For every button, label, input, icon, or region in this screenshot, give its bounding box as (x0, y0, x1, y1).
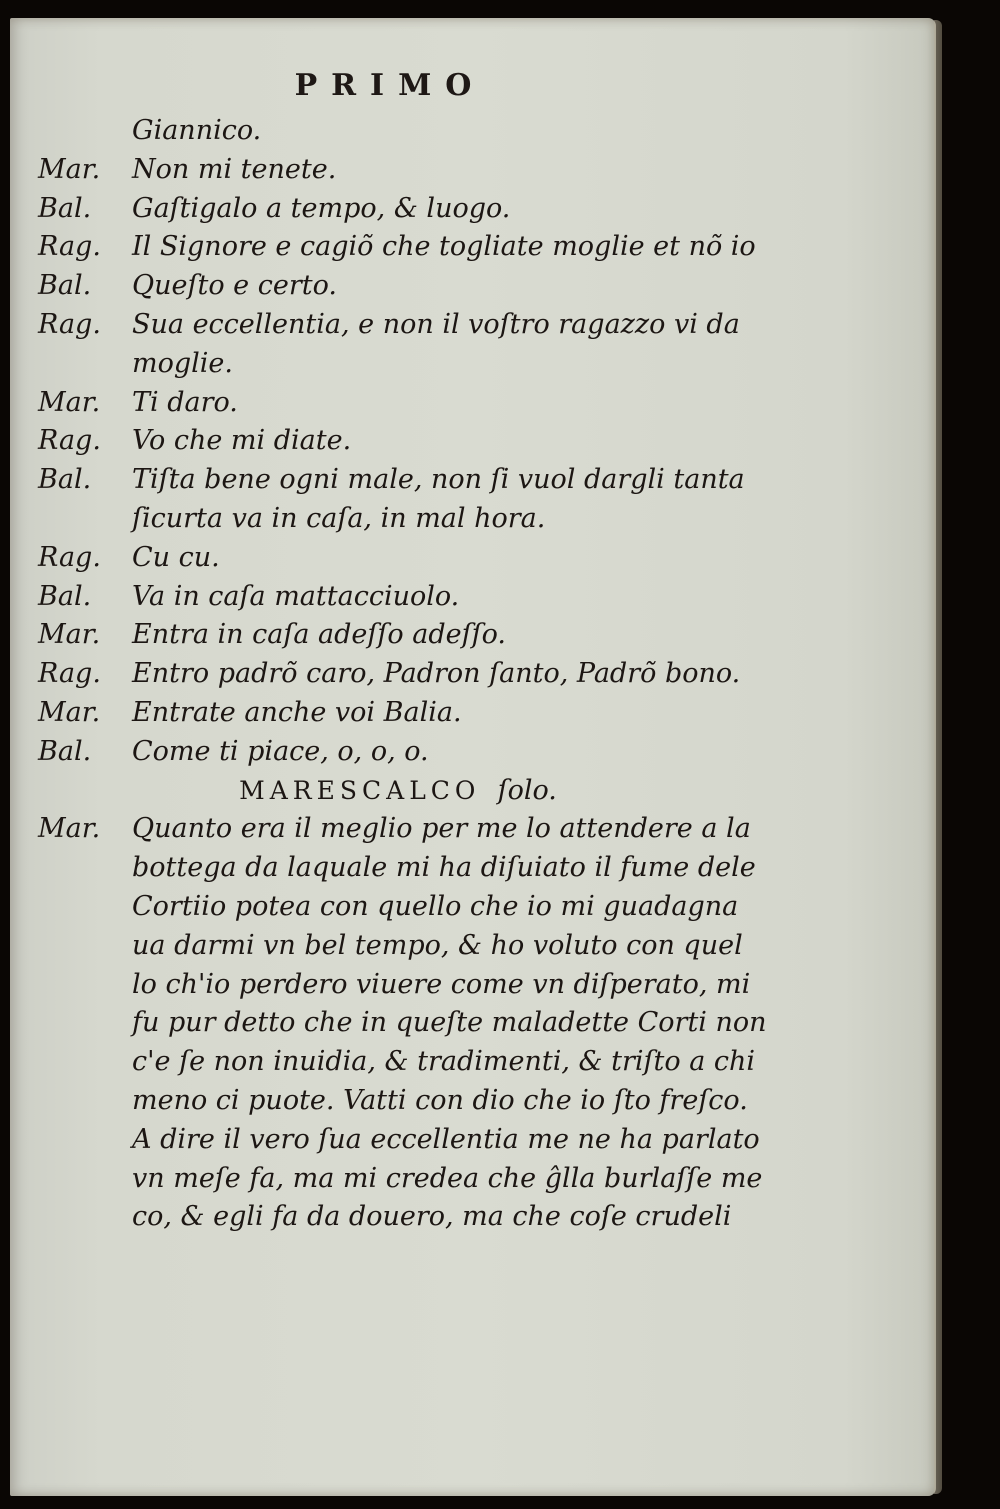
dialogue-line (38, 461, 745, 500)
text-block (38, 112, 767, 1237)
line-text: vn meſe fa, ma mi credea che ĝlla burlaſſe me (132, 1162, 763, 1194)
dialogue-line (38, 384, 718, 423)
monologue-line (38, 1082, 748, 1121)
line-text: Vo che mi diate. (132, 425, 352, 457)
dialogue-line (38, 151, 718, 190)
dialogue-line (38, 733, 718, 772)
speaker-label (38, 112, 132, 151)
dialogue-line (38, 655, 741, 694)
line-text: Giannico. (132, 115, 262, 146)
speaker-label: Rag. (38, 541, 101, 573)
scene-heading-name: MARESCALCO (239, 775, 481, 805)
speaker-label: Bal. (38, 580, 92, 612)
monologue-line (38, 849, 756, 888)
dialogue-line (38, 345, 718, 384)
speaker-label: Bal. (38, 735, 92, 767)
dialogue-line (38, 500, 718, 539)
line-text: Entrate anche voi Balia. (132, 696, 462, 728)
dialogue-line (38, 422, 718, 461)
line-text: Quanto era il meglio per me lo attendere a la (132, 813, 751, 845)
speaker-label: Rag. (38, 425, 101, 457)
monologue-line (38, 1160, 763, 1199)
monologue-line (38, 1004, 767, 1043)
speaker-label: Mar. (38, 813, 101, 845)
monologue-line (38, 1198, 732, 1237)
line-text: Sua eccellentia, e non il voſtro ragazzo vi da (132, 308, 740, 340)
speaker-label: Mar. (38, 696, 101, 728)
speaker-label: Bal. (38, 464, 92, 496)
line-text: ſicurta va in caſa, in mal hora. (132, 502, 546, 534)
scene-heading-word: ſolo. (497, 774, 557, 806)
speaker-label: Bal. (38, 192, 92, 224)
dialogue-line (38, 112, 718, 151)
speaker-label: Bal. (38, 270, 92, 302)
monologue-line (38, 888, 739, 927)
running-head: PRIMO (294, 68, 486, 103)
monologue-line (38, 1043, 756, 1082)
line-text: bottega da laquale mi ha diſuiato il fume dele (132, 852, 756, 884)
speaker-label (38, 345, 132, 384)
monologue-line (38, 927, 743, 966)
speaker-label: Mar. (38, 619, 101, 651)
speaker-label: Rag. (38, 658, 101, 690)
line-text: c'e ſe non inuidia, & tradimenti, & triſto a chi (132, 1046, 756, 1078)
scene-heading (38, 772, 718, 811)
line-text: Il Signore e cagiõ che togliate moglie et nõ io (132, 231, 756, 263)
speaker-label: Rag. (38, 231, 101, 263)
line-text: Entra in caſa adeſſo adeſſo. (132, 619, 506, 651)
speaker-label (38, 500, 132, 539)
line-text: co, & egli fa da douero, ma che coſe crudeli (132, 1201, 732, 1233)
dialogue-line (38, 228, 756, 267)
line-text: Queſto e certo. (132, 270, 337, 302)
dialogue-line (38, 578, 718, 617)
line-text: ua darmi vn bel tempo, & ho voluto con quel (132, 929, 743, 961)
dialogue-line (38, 539, 718, 578)
monologue-line (38, 810, 751, 849)
dialogue-line (38, 190, 718, 229)
line-text: Ti daro. (132, 386, 238, 418)
line-text: lo ch'io perdero viuere come vn diſperato, mi (132, 968, 751, 1000)
line-text: Come ti piace, o, o, o. (132, 735, 429, 767)
speaker-label: Mar. (38, 153, 101, 185)
line-text: meno ci puote. Vatti con dio che io ſto freſco. (132, 1084, 748, 1116)
monologue-line (38, 966, 751, 1005)
line-text: Non mi tenete. (132, 153, 337, 185)
speaker-label: Mar. (38, 386, 101, 418)
page-edge (934, 20, 942, 1494)
line-text: Cu cu. (132, 541, 220, 573)
line-text: Tiſta bene ogni male, non ſi vuol dargli tanta (132, 464, 745, 496)
dialogue-line (38, 694, 718, 733)
line-text: fu pur detto che in queſte maladette Corti non (132, 1007, 767, 1039)
dialogue-line (38, 306, 740, 345)
line-text: Cortiio potea con quello che io mi guadagna (132, 890, 739, 922)
line-text: A dire il vero ſua eccellentia me ne ha parlato (132, 1123, 760, 1155)
speaker-label: Rag. (38, 308, 101, 340)
line-text: moglie. (132, 347, 233, 379)
monologue-line (38, 1121, 760, 1160)
line-text: Entro padrõ caro, Padron ſanto, Padrõ bono. (132, 658, 741, 690)
line-text: Va in caſa mattacciuolo. (132, 580, 460, 612)
dialogue-line (38, 267, 718, 306)
dialogue-line (38, 616, 718, 655)
line-text: Gaſtigalo a tempo, & luogo. (132, 192, 511, 224)
